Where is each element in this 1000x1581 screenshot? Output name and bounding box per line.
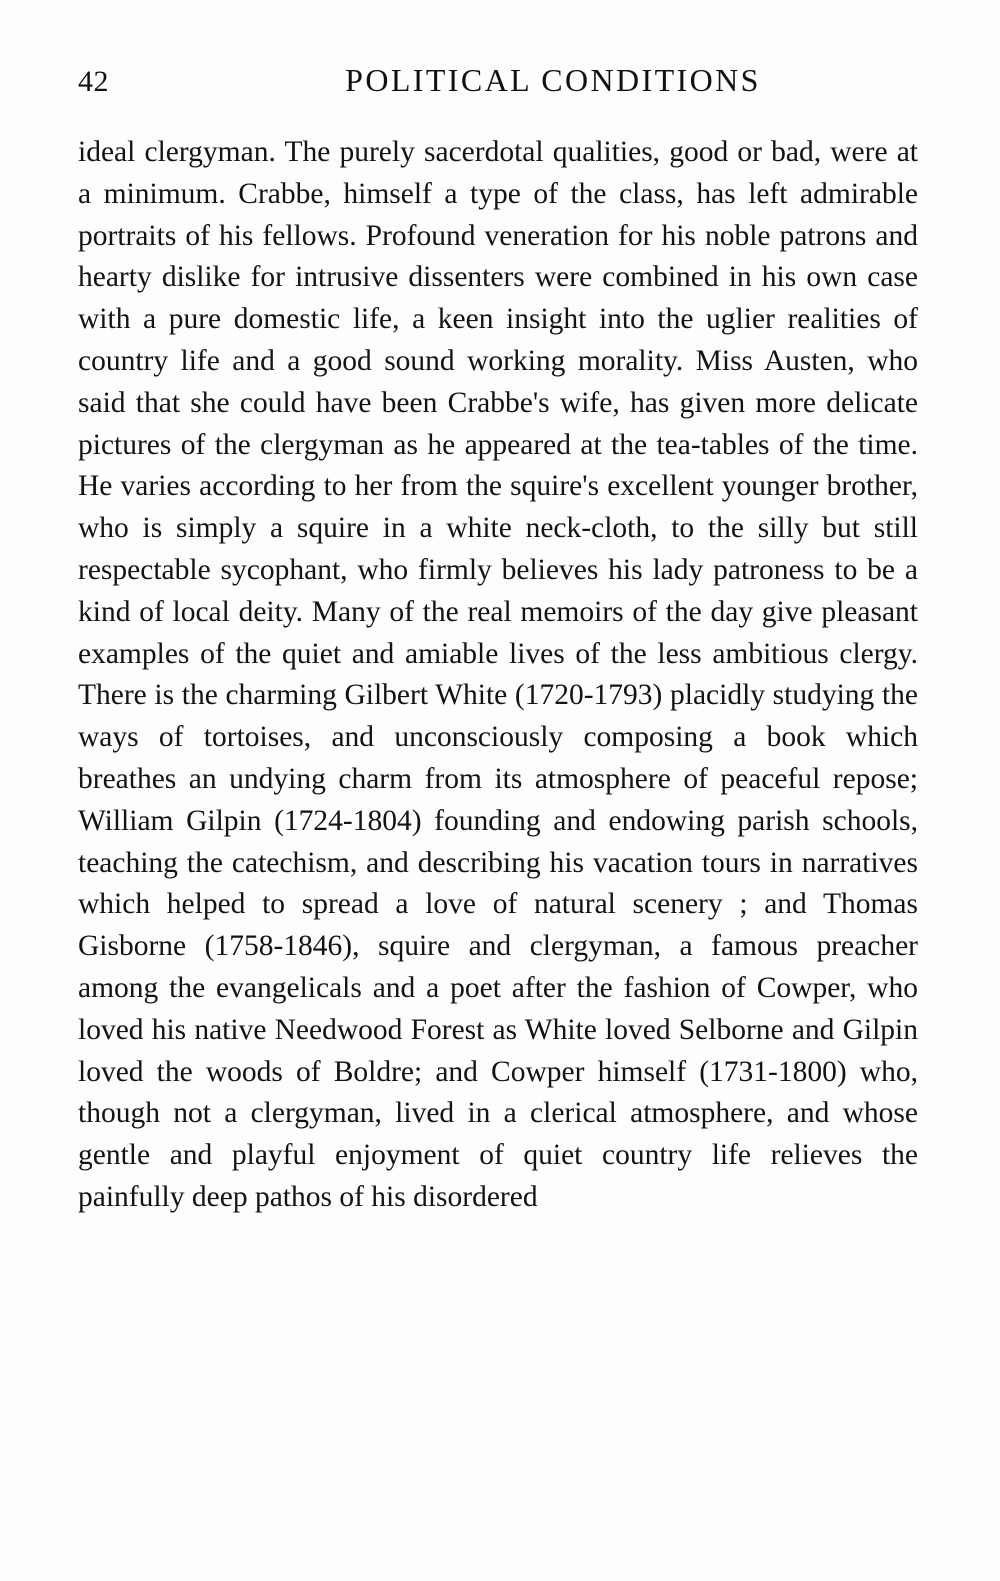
page-number: 42 [78,65,109,98]
body-paragraph: ideal clergyman. The purely sacerdotal qualities, good or bad, were at a minimum. Crabbe, himself a type of the class, has left admirable portraits of his fellows. Profound veneration for his noble patrons and hearty dislike for intrusive dissenters were combined in his own case with a pure domestic life, a keen insight into the uglier realities of country life and a good sound working morality. Miss Austen, who said that she could have been Crabbe's wife, has given more delicate pictures of the clergyman as he appeared at the tea-tables of the time. He varies according to her from the squire's excellent younger brother, who is simply a squire in a white neck-cloth, to the silly but still respectable sycophant, who firmly believes his lady patroness to be a kind of local deity. Many of the real memoirs of the day give pleasant examples of the quiet and amiable lives of the less ambitious clergy. There is the charming Gilbert White (1720-1793) placidly studying the ways of tortoises, and unconsciously composing a book which breathes an undying charm from its atmosphere of peaceful repose; William Gilpin (1724-1804) founding and endowing parish schools, teaching the catechism, and describing his vacation tours in narratives which helped to spread a love of natural scenery ; and Thomas Gisborne (1758-1846), squire and clergyman, a famous preacher among the evangelicals and a poet after the fashion of Cowper, who loved his native Needwood Forest as White loved Selborne and Gilpin loved the woods of Boldre; and Cowper himself (1731-1800) who, though not a clergyman, lived in a clerical atmosphere, and whose gentle and playful enjoyment of quiet country life relieves the painfully deep pathos of his disordered [78,136,918,1213]
body-text [78,132,918,1219]
page-header [78,62,918,110]
running-head: POLITICAL CONDITIONS [345,62,761,98]
